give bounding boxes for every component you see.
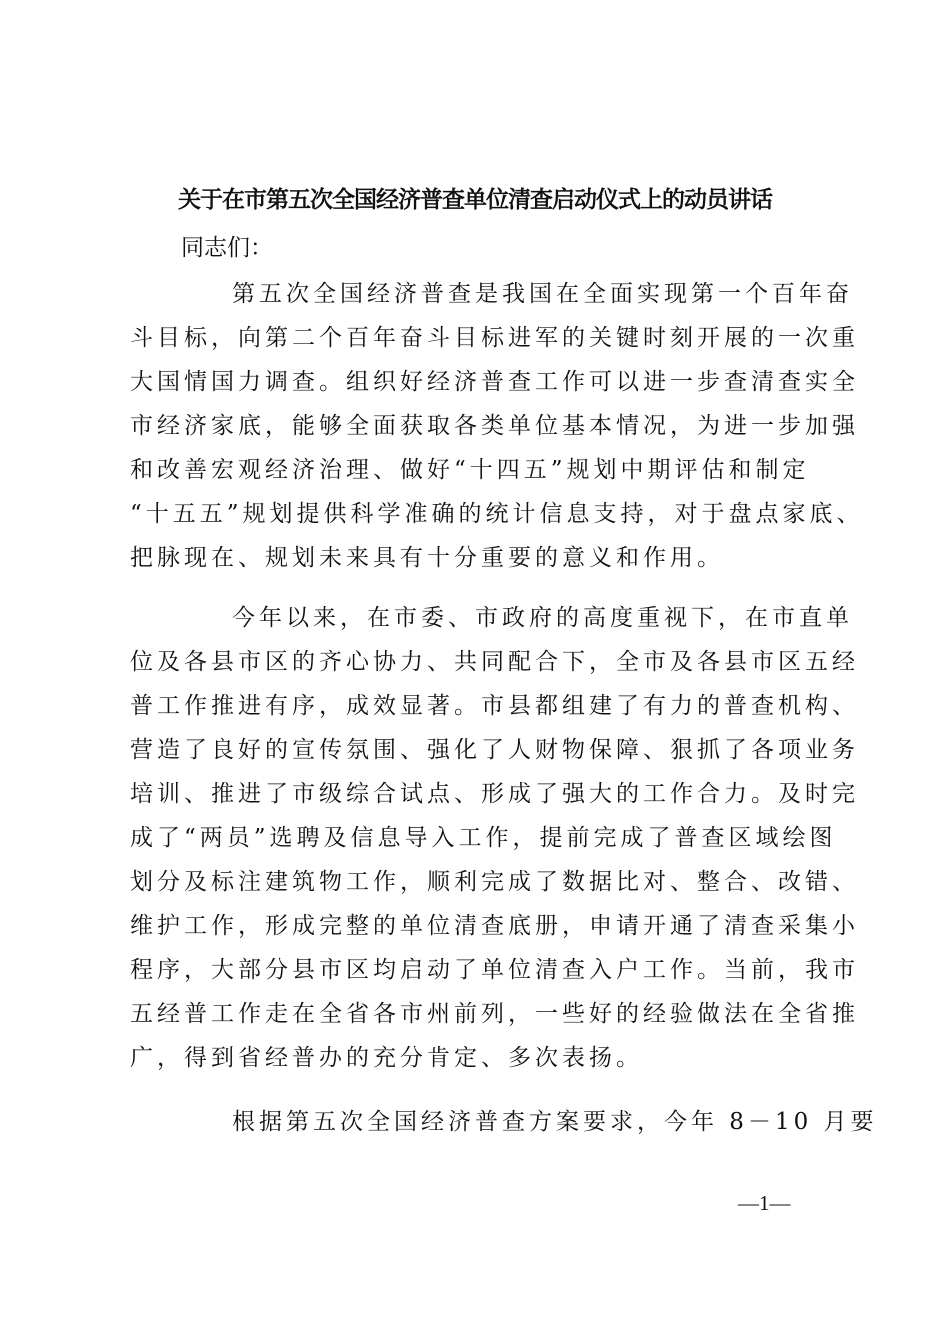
paragraph-line: 今年以来，在市委、市政府的高度重视下，在市直单 bbox=[232, 605, 853, 631]
paragraph-line: 第五次全国经济普查是我国在全面实现第一个百年奋 bbox=[232, 281, 853, 307]
paragraph-line: 成了“两员”选聘及信息导入工作，提前完成了普查区域绘图 bbox=[130, 825, 837, 851]
paragraph-line: 市经济家底，能够全面获取各类单位基本情况，为进一步加强 bbox=[130, 413, 859, 439]
paragraph-line: 划分及标注建筑物工作，顺利完成了数据比对、整合、改错、 bbox=[130, 869, 859, 895]
paragraph-line: 维护工作，形成完整的单位清查底册，申请开通了清查采集小 bbox=[130, 913, 859, 939]
paragraph-line: 和改善宏观经济治理、做好“十四五”规划中期评估和制定 bbox=[130, 457, 810, 483]
paragraph-line: 营造了良好的宣传氛围、强化了人财物保障、狠抓了各项业务 bbox=[130, 737, 859, 763]
paragraph-3 bbox=[130, 1100, 878, 1144]
paragraph-line: 位及各县市区的齐心协力、共同配合下，全市及各县市区五经 bbox=[130, 649, 859, 675]
paragraph-line: 普工作推进有序，成效显著。市县都组建了有力的普查机构、 bbox=[130, 693, 859, 719]
salutation: 同志们： bbox=[181, 235, 273, 261]
paragraph-line: 程序，大部分县市区均启动了单位清查入户工作。当前，我市 bbox=[130, 957, 859, 983]
paragraph-line: 根据第五次全国经济普查方案要求，今年 8－10 月要 bbox=[232, 1109, 878, 1135]
paragraph-1 bbox=[130, 272, 864, 580]
paragraph-line: 大国情国力调查。组织好经济普查工作可以进一步查清查实全 bbox=[130, 369, 859, 395]
paragraph-line: 斗目标，向第二个百年奋斗目标进军的关键时刻开展的一次重 bbox=[130, 325, 859, 351]
paragraph-line: 广，得到省经普办的充分肯定、多次表扬。 bbox=[130, 1045, 643, 1071]
paragraph-line: 五经普工作走在全省各市州前列，一些好的经验做法在全省推 bbox=[130, 1001, 859, 1027]
page-number: —1— bbox=[738, 1191, 791, 1215]
paragraph-line: 把脉现在、规划未来具有十分重要的意义和作用。 bbox=[130, 545, 724, 571]
paragraph-line: “十五五”规划提供科学准确的统计信息支持，对于盘点家底、 bbox=[130, 501, 864, 527]
paragraph-2 bbox=[130, 596, 859, 1080]
paragraph-line: 培训、推进了市级综合试点、形成了强大的工作合力。及时完 bbox=[130, 781, 859, 807]
document-title: 关于在市第五次全国经济普查单位清查启动仪式上的动员讲话 bbox=[178, 186, 772, 213]
